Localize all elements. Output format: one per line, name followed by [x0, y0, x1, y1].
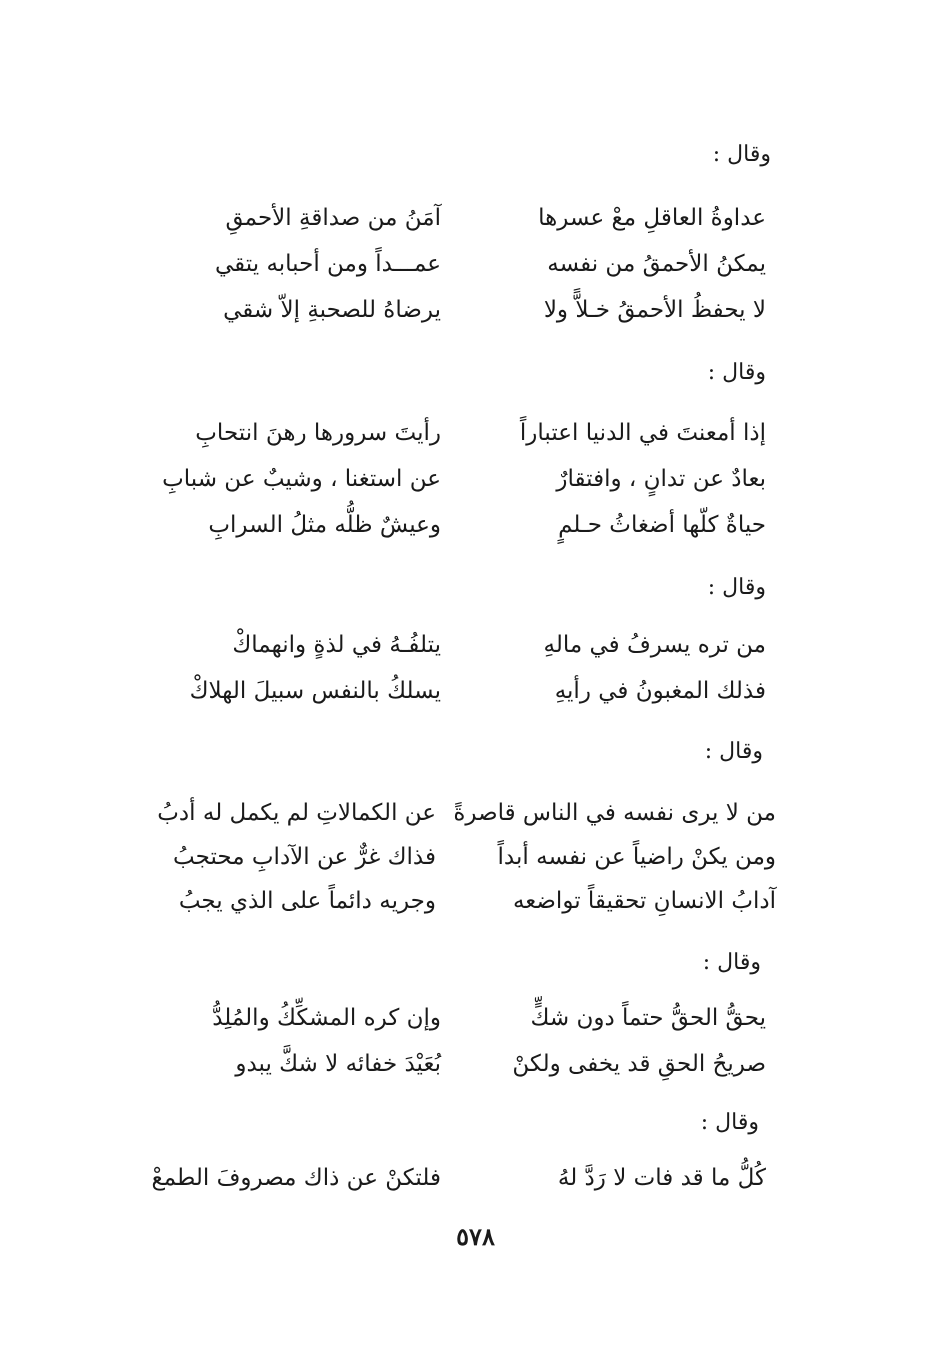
verse-line — [0, 505, 951, 551]
verse-first-hemistich: ومن يكنْ راضياً عن نفسه أبداً — [497, 844, 776, 870]
verse-line — [0, 198, 951, 244]
verse-second-hemistich: وجريه دائماً على الذي يجبُ — [178, 888, 436, 914]
verse-line — [0, 413, 951, 459]
verse-line — [0, 244, 951, 290]
verse-second-hemistich: فذاك غرٌّ عن الآدابِ محتجبُ — [173, 844, 436, 870]
verse-line — [0, 881, 951, 927]
section-intro: وقال : — [702, 950, 761, 975]
verse-first-hemistich: من تره يسرفُ في مالهِ — [543, 632, 766, 658]
verse-second-hemistich: وعيشٌ ظلُّه مثلُ السرابِ — [208, 512, 441, 538]
section-intro: وقال : — [712, 142, 771, 167]
verse-first-hemistich: صريحُ الحقِ قد يخفى ولكنْ — [512, 1051, 766, 1077]
verse-line — [0, 837, 951, 883]
section-intro: وقال : — [707, 575, 766, 600]
verse-first-hemistich: آدابُ الانسانِ تحقيقاً تواضعه — [512, 888, 776, 914]
verse-line — [0, 671, 951, 717]
verse-second-hemistich: عن استغنا ، وشيبٌ عن شبابِ — [162, 466, 441, 492]
verse-line — [0, 793, 951, 839]
section-intro: وقال : — [704, 739, 763, 764]
verse-line — [0, 459, 951, 505]
verse-second-hemistich: عمـــداً ومن أحبابه يتقي — [214, 251, 441, 277]
verse-first-hemistich: فذلك المغبونُ في رأيهِ — [554, 678, 766, 704]
verse-first-hemistich: عداوةُ العاقلِ معْ عسرها — [538, 205, 766, 231]
verse-line — [0, 1158, 951, 1204]
verse-first-hemistich: حياةٌ كلّها أضغاثُ حـلمٍ — [558, 512, 766, 538]
verse-second-hemistich: فلتكنْ عن ذاك مصروفَ الطمعْ — [151, 1165, 441, 1191]
verse-second-hemistich: عن الكمالاتِ لم يكمل له أدبُ — [157, 800, 436, 826]
section-intro: وقال : — [700, 1110, 759, 1135]
verse-second-hemistich: يسلكُ بالنفس سبيلَ الهلاكْ — [189, 678, 441, 704]
verse-line — [0, 1044, 951, 1090]
verse-second-hemistich: يرضاهُ للصحبةِ إلاّ شقي — [223, 297, 441, 323]
verse-second-hemistich: بُعَيْدَ خفائه لا شكَّ يبدو — [235, 1051, 441, 1077]
verse-first-hemistich: لا يحفظُ الأحمقُ خـلاًّ ولا — [543, 297, 766, 323]
verse-second-hemistich: وإن كره المشكِّكُ والمُلِدُّ — [212, 1005, 441, 1031]
verse-line — [0, 998, 951, 1044]
verse-second-hemistich: رأيتَ سرورها رهنَ انتحابِ — [195, 420, 441, 446]
verse-first-hemistich: بعادٌ عن تدانٍ ، وافتقارٌ — [556, 466, 766, 492]
verse-second-hemistich: يتلفُـهُ في لذةٍ وانهماكْ — [232, 632, 441, 658]
verse-line — [0, 290, 951, 336]
verse-first-hemistich: يمكنُ الأحمقُ من نفسه — [547, 251, 766, 277]
verse-first-hemistich: يحقُّ الحقُّ حتماً دون شكٍّ — [530, 1005, 766, 1031]
verse-second-hemistich: آمَنُ من صداقةِ الأحمقِ — [225, 205, 441, 231]
verse-first-hemistich: كُلُّ ما قد فات لا رَدَّ لهُ — [557, 1165, 766, 1191]
page-number: ٥٧٨ — [456, 1222, 495, 1251]
verse-first-hemistich: إذا أمعنتَ في الدنيا اعتباراً — [519, 420, 766, 446]
section-intro: وقال : — [707, 360, 766, 385]
verse-line — [0, 625, 951, 671]
verse-first-hemistich: من لا يرى نفسه في الناس قاصرةً — [453, 800, 776, 826]
